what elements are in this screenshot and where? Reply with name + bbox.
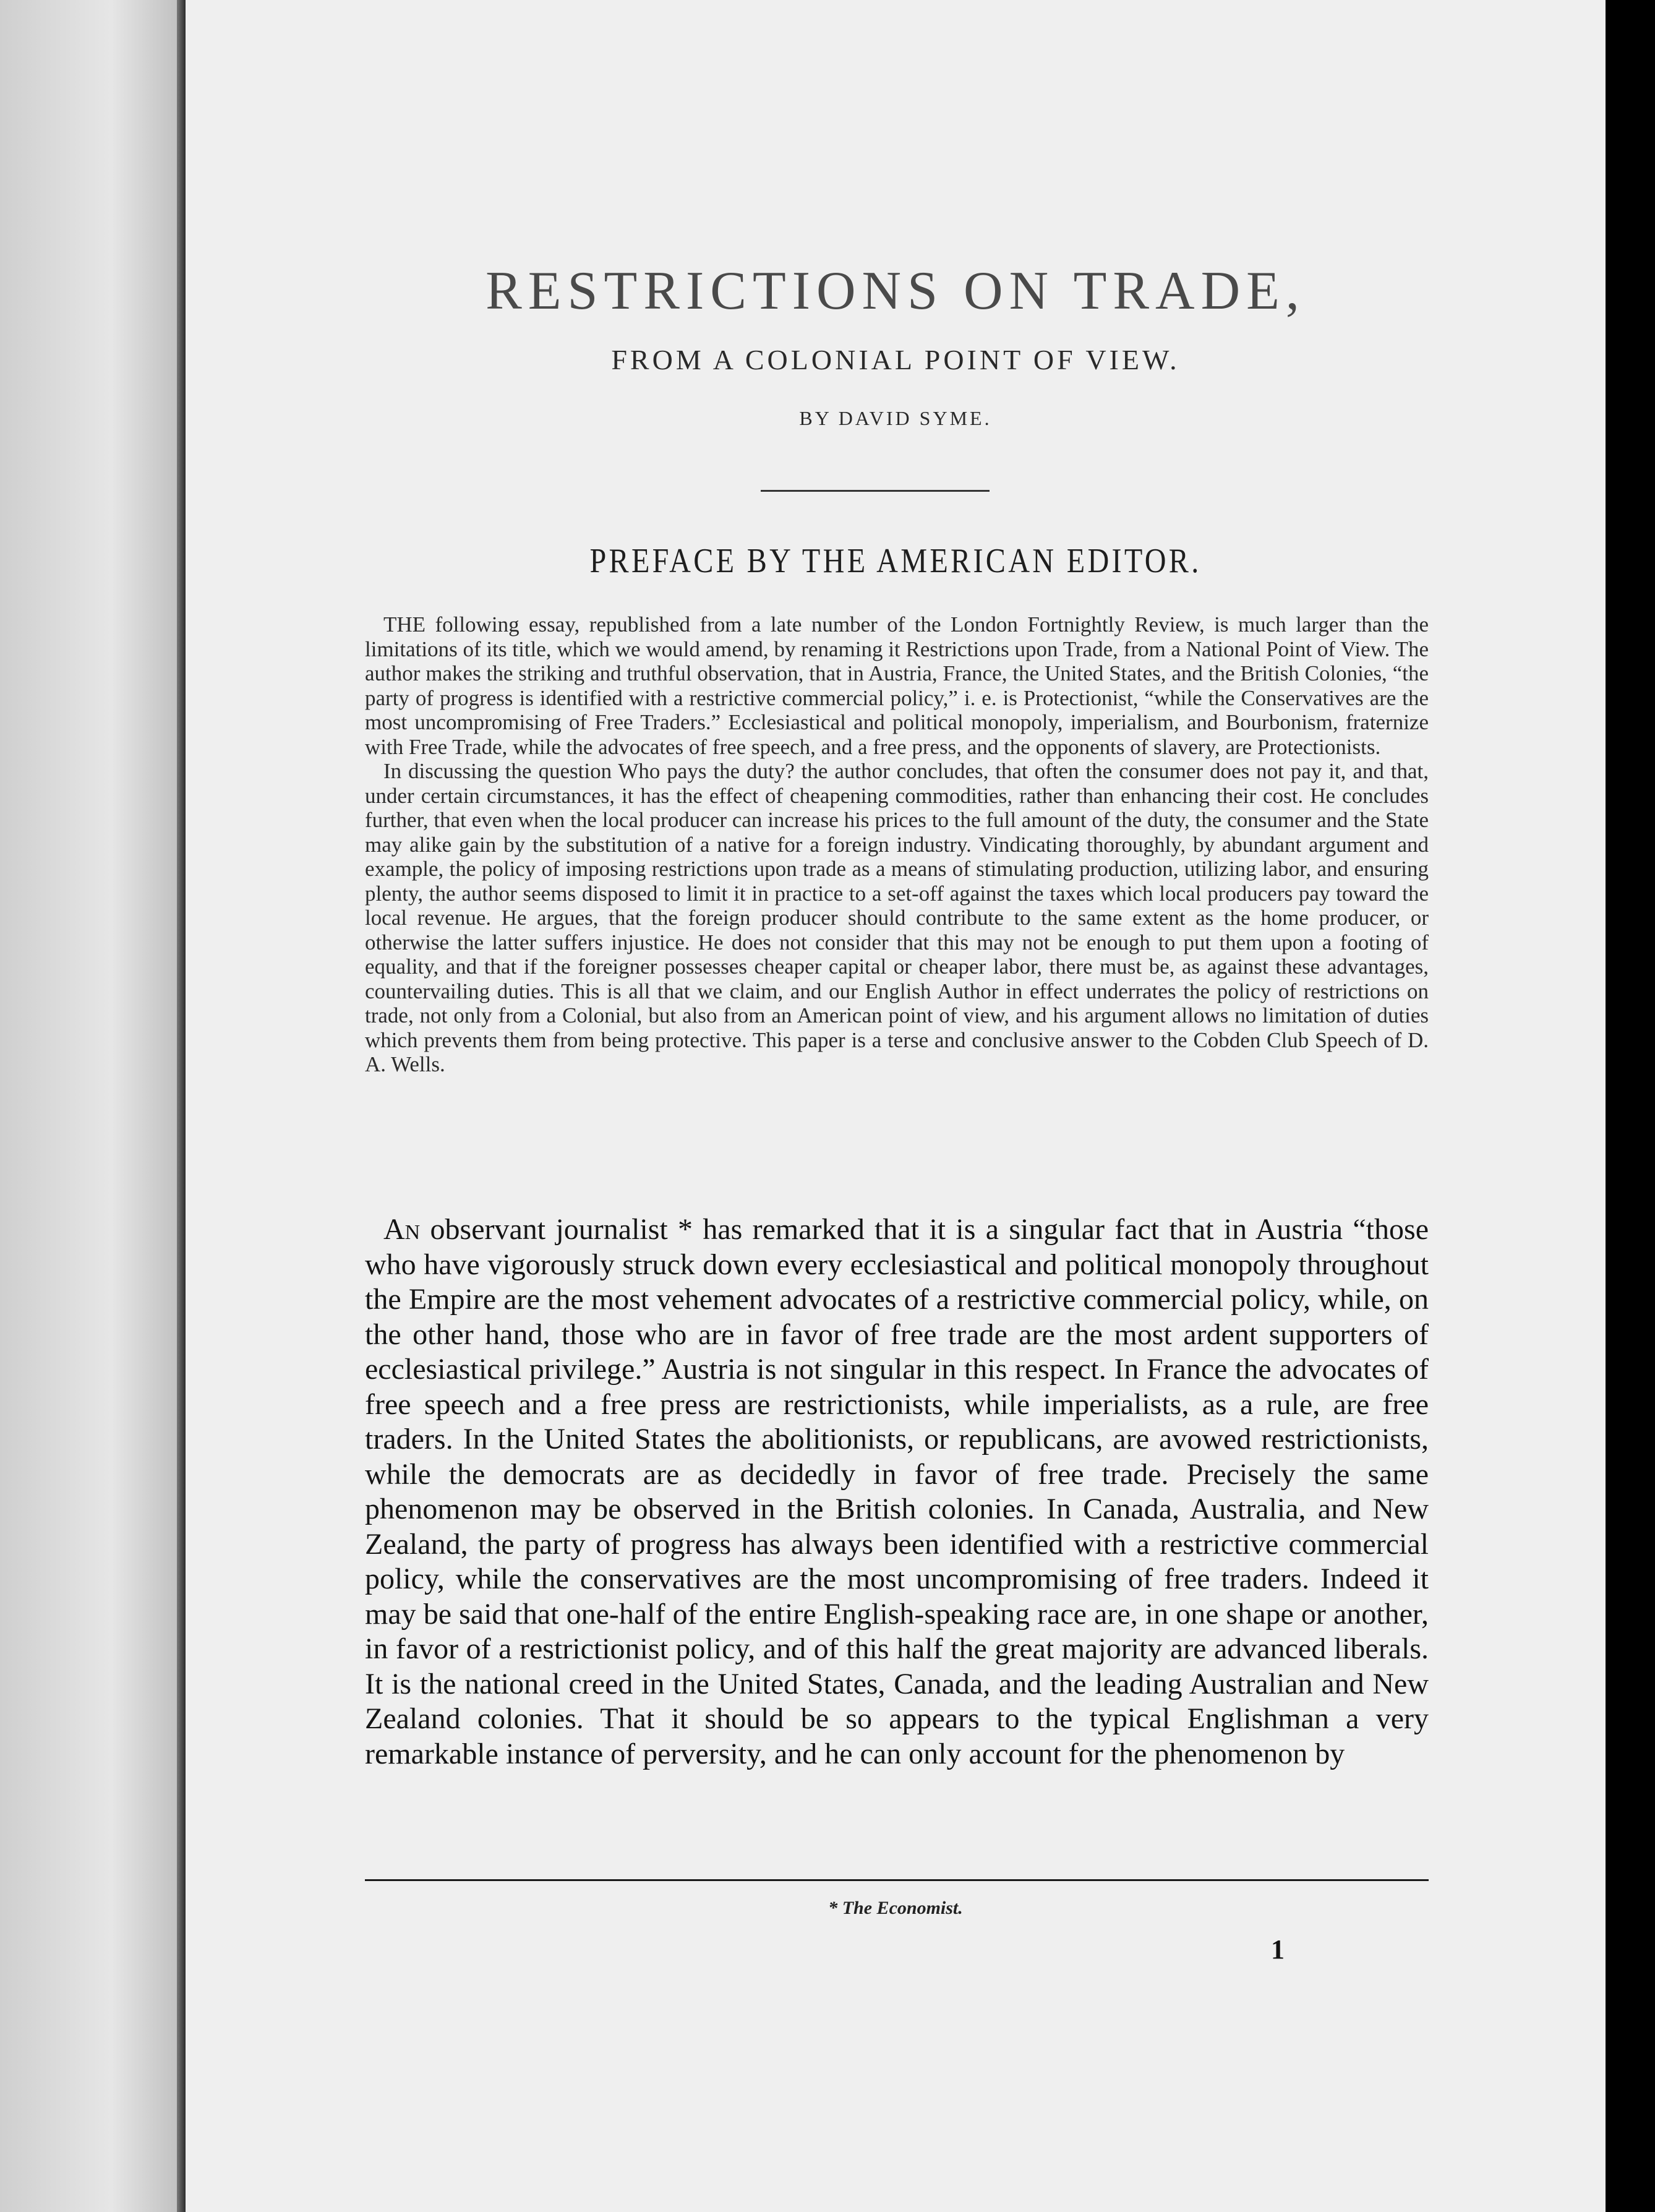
main-body-text <box>365 1212 1429 1772</box>
document-page <box>186 0 1606 2212</box>
document-title: RESTRICTIONS ON TRADE, <box>485 261 1306 321</box>
preface-paragraph: In discussing the question Who pays the duty? the author concludes, that often the consumer does not pay it, and that, under certain circumstances, it has the effect of cheapening commodities, rather than enhancing their cost. He concludes further, that even when the local producer can increase his prices to the full amount of the duty, the consumer and the State may alike gain by the substitution of a native for a foreign industry. Vindicating thoroughly, by abundant argument and example, the policy of imposing restrictions upon trade as a means of stimulating production, utilizing labor, and ensuring plenty, the author seems disposed to limit it in practice to a set-off against the taxes which local producers pay toward the local revenue. He argues, that the foreign producer should contribute to the same extent as the home producer, or otherwise the latter suffers injustice. He does not consider that this may not be enough to put them upon a footing of equality, and that if the foreigner possesses cheaper capital or cheaper labor, there must be, as against these advantages, countervailing duties. This is all that we claim, and our English Author in effect underrates the policy of restrictions on trade, not only from a Colonial, but also from an American point of view, and his argument allows no limitation of duties which prevents them from being protective. This paper is a terse and conclusive answer to the Cobden Club Speech of D. A. Wells. <box>365 759 1429 1076</box>
author-byline: BY DAVID SYME. <box>799 407 992 429</box>
preface-heading: PREFACE BY THE AMERICAN EDITOR. <box>589 542 1202 580</box>
main-text-lead: An <box>383 1213 421 1246</box>
section-divider <box>761 490 990 492</box>
main-text-body: observant journalist * has remarked that it is a singular fact that in Austria “those who have vigorously struck down every ecclesiastical and political monopoly throughout the Empire are the most vehement advocates of a restrictive commercial policy, while, on the other hand, those who are in favor of free trade are the most ardent supporters of ecclesiastical privilege.” Austria is not singular in this respect. In France the advocates of free speech and a free press are restrictionists, while imperialists, as a rule, are free traders. In the United States the abolitionists, or republicans, are avowed restrictionists, while the democrats are as decidedly in favor of free trade. Precisely the same phenomenon may be observed in the British colonies. In Canada, Australia, and New Zealand, the party of progress has always been identified with a restrictive commercial policy, while the conservatives are the most uncompromising of free traders. Indeed it may be said that one-half of the entire English-speaking race are, in one shape or another, in favor of a restrictionist policy, and of this half the great majority are advanced liberals. It is the national creed in the United States, Canada, and the leading Australian and New Zealand colonies. That it should be so appears to the typical Englishman a very remarkable instance of perversity, and he can only account for the phenomenon by <box>365 1213 1429 1770</box>
page-number: 1 <box>1271 1934 1285 1965</box>
preface-body <box>365 612 1429 1077</box>
preface-paragraph: THE following essay, republished from a late number of the London Fortnightly Review, is much larger than the limitations of its title, which we would amend, by renaming it Restrictions upon Trade, from a National Point of View. The author makes the striking and truthful observation, that in Austria, France, the United States, and the British Colonies, “the party of progress is identified with a restrictive commercial policy,” i. e. is Protectionist, “while the Conservatives are the most uncompromising of Free Traders.” Ecclesiastical and political monopoly, imperialism, and Bourbonism, fraternize with Free Trade, while the advocates of free speech, and a free press, and the opponents of slavery, are Protectionists. <box>365 612 1429 759</box>
footnote-rule <box>365 1879 1429 1881</box>
adjacent-page-edge <box>0 0 186 2212</box>
scan-border <box>1606 0 1655 2212</box>
document-subtitle: FROM A COLONIAL POINT OF VIEW. <box>611 344 1180 375</box>
footnote: * The Economist. <box>828 1898 963 1918</box>
